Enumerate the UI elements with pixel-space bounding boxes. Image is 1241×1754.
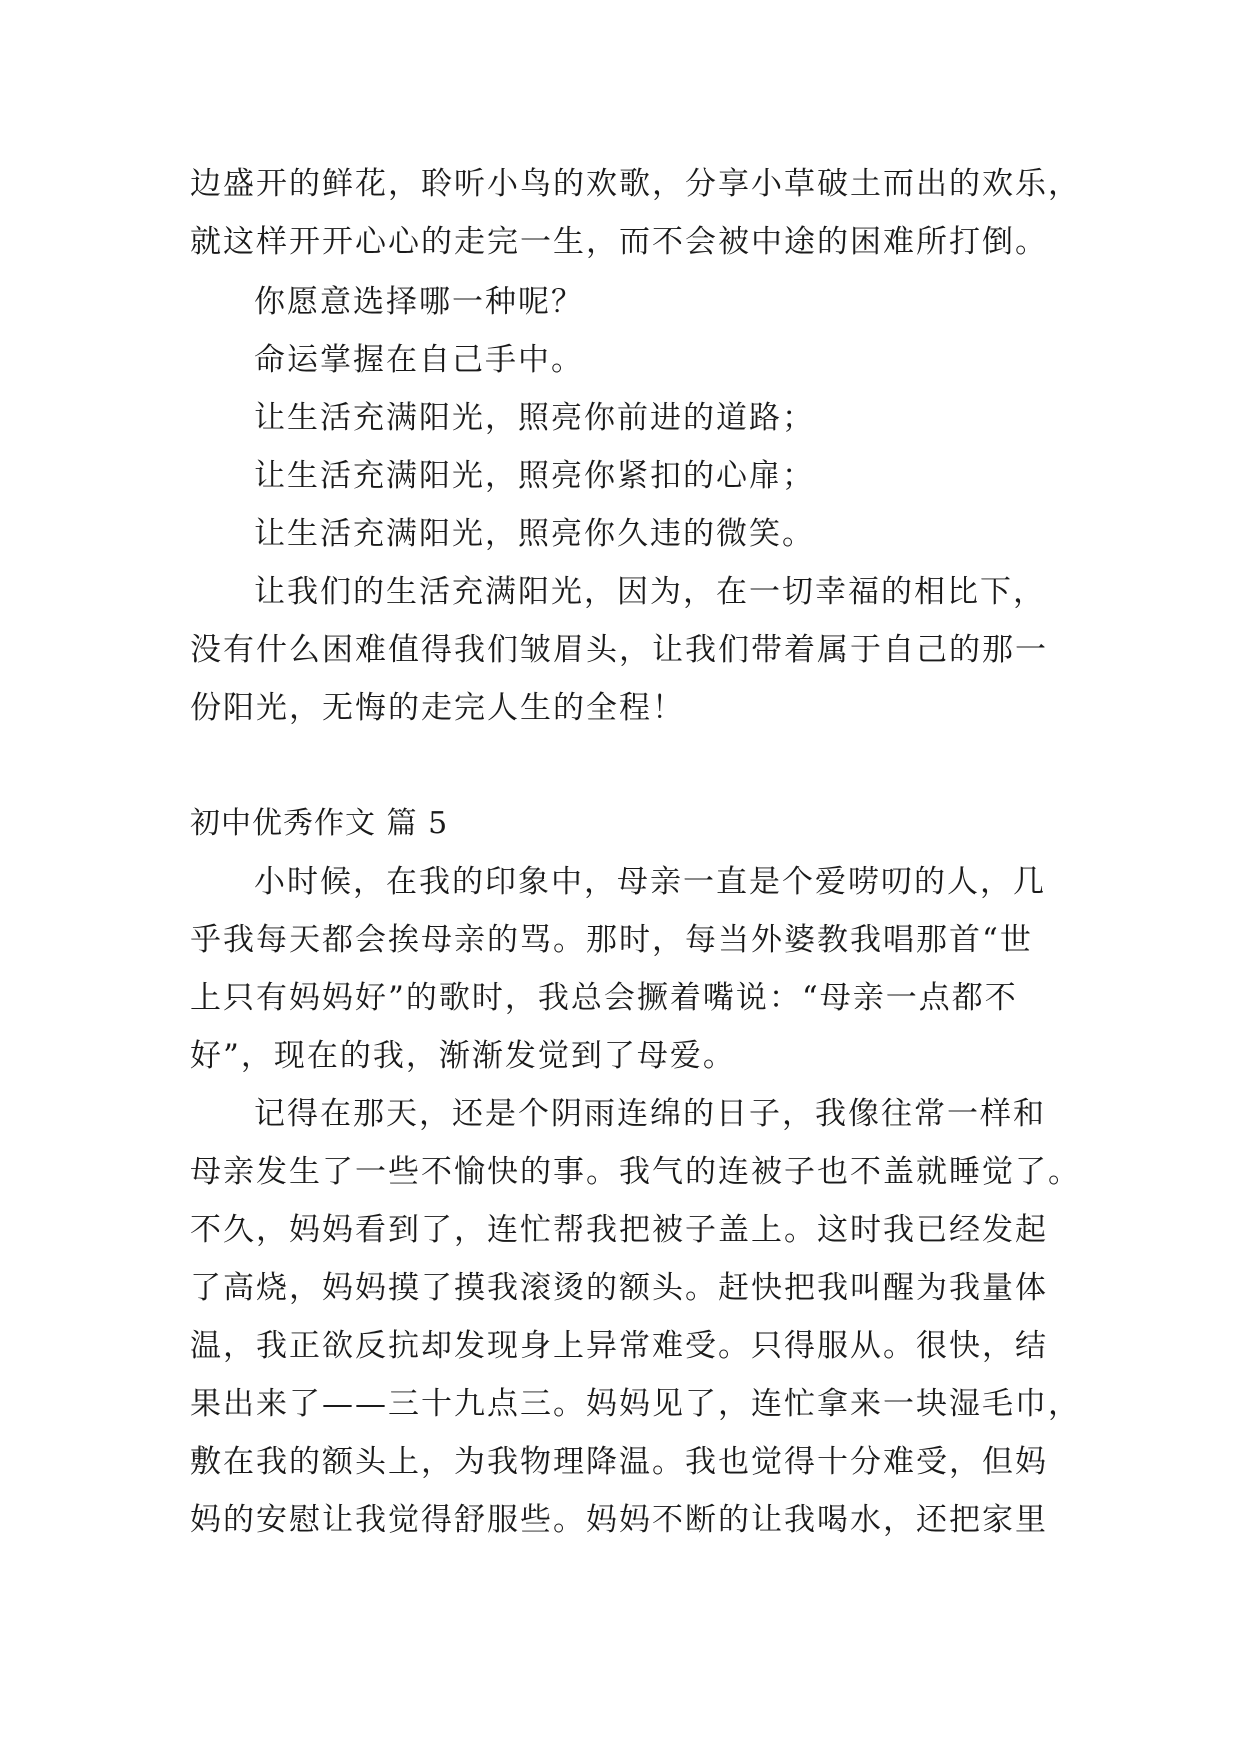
text-line: 小时候，在我的印象中，母亲一直是个爱唠叨的人，几 [254, 864, 1046, 900]
text-line: 让生活充满阳光，照亮你紧扣的心扉； [254, 458, 815, 494]
text-line: 乎我每天都会挨母亲的骂。那时，每当外婆教我唱那首“世 [190, 922, 1033, 958]
text-line: 你愿意选择哪一种呢？ [254, 284, 584, 320]
text-line: 就这样开开心心的走完一生，而不会被中途的困难所打倒。 [190, 224, 1048, 260]
text-line: 好”，现在的我，渐渐发觉到了母爱。 [190, 1038, 736, 1074]
text-line: 敷在我的额头上，为我物理降温。我也觉得十分难受，但妈 [190, 1444, 1048, 1480]
text-line: 让生活充满阳光，照亮你久违的微笑。 [254, 516, 815, 552]
text-line: 边盛开的鲜花，聆听小鸟的欢歌，分享小草破土而出的欢乐， [190, 166, 1081, 202]
text-line: 不久，妈妈看到了，连忙帮我把被子盖上。这时我已经发起 [190, 1212, 1048, 1248]
section-heading: 初中优秀作文 篇 5 [190, 806, 449, 841]
text-line: 让生活充满阳光，照亮你前进的道路； [254, 400, 815, 436]
text-line: 份阳光，无悔的走完人生的全程！ [190, 690, 685, 726]
text-line: 让我们的生活充满阳光，因为，在一切幸福的相比下， [254, 574, 1046, 610]
text-line: 妈的安慰让我觉得舒服些。妈妈不断的让我喝水，还把家里 [190, 1502, 1048, 1538]
text-line: 果出来了——三十九点三。妈妈见了，连忙拿来一块湿毛巾， [190, 1386, 1081, 1422]
text-line: 没有什么困难值得我们皱眉头，让我们带着属于自己的那一 [190, 632, 1048, 668]
text-line: 上只有妈妈好”的歌时，我总会撅着嘴说：“母亲一点都不 [190, 980, 1018, 1016]
text-line: 母亲发生了一些不愉快的事。我气的连被子也不盖就睡觉了。 [190, 1154, 1081, 1190]
text-line: 温，我正欲反抗却发现身上异常难受。只得服从。很快，结 [190, 1328, 1048, 1364]
text-line: 命运掌握在自己手中。 [254, 342, 584, 378]
text-line: 记得在那天，还是个阴雨连绵的日子，我像往常一样和 [254, 1096, 1046, 1132]
text-line: 了高烧，妈妈摸了摸我滚烫的额头。赶快把我叫醒为我量体 [190, 1270, 1048, 1306]
